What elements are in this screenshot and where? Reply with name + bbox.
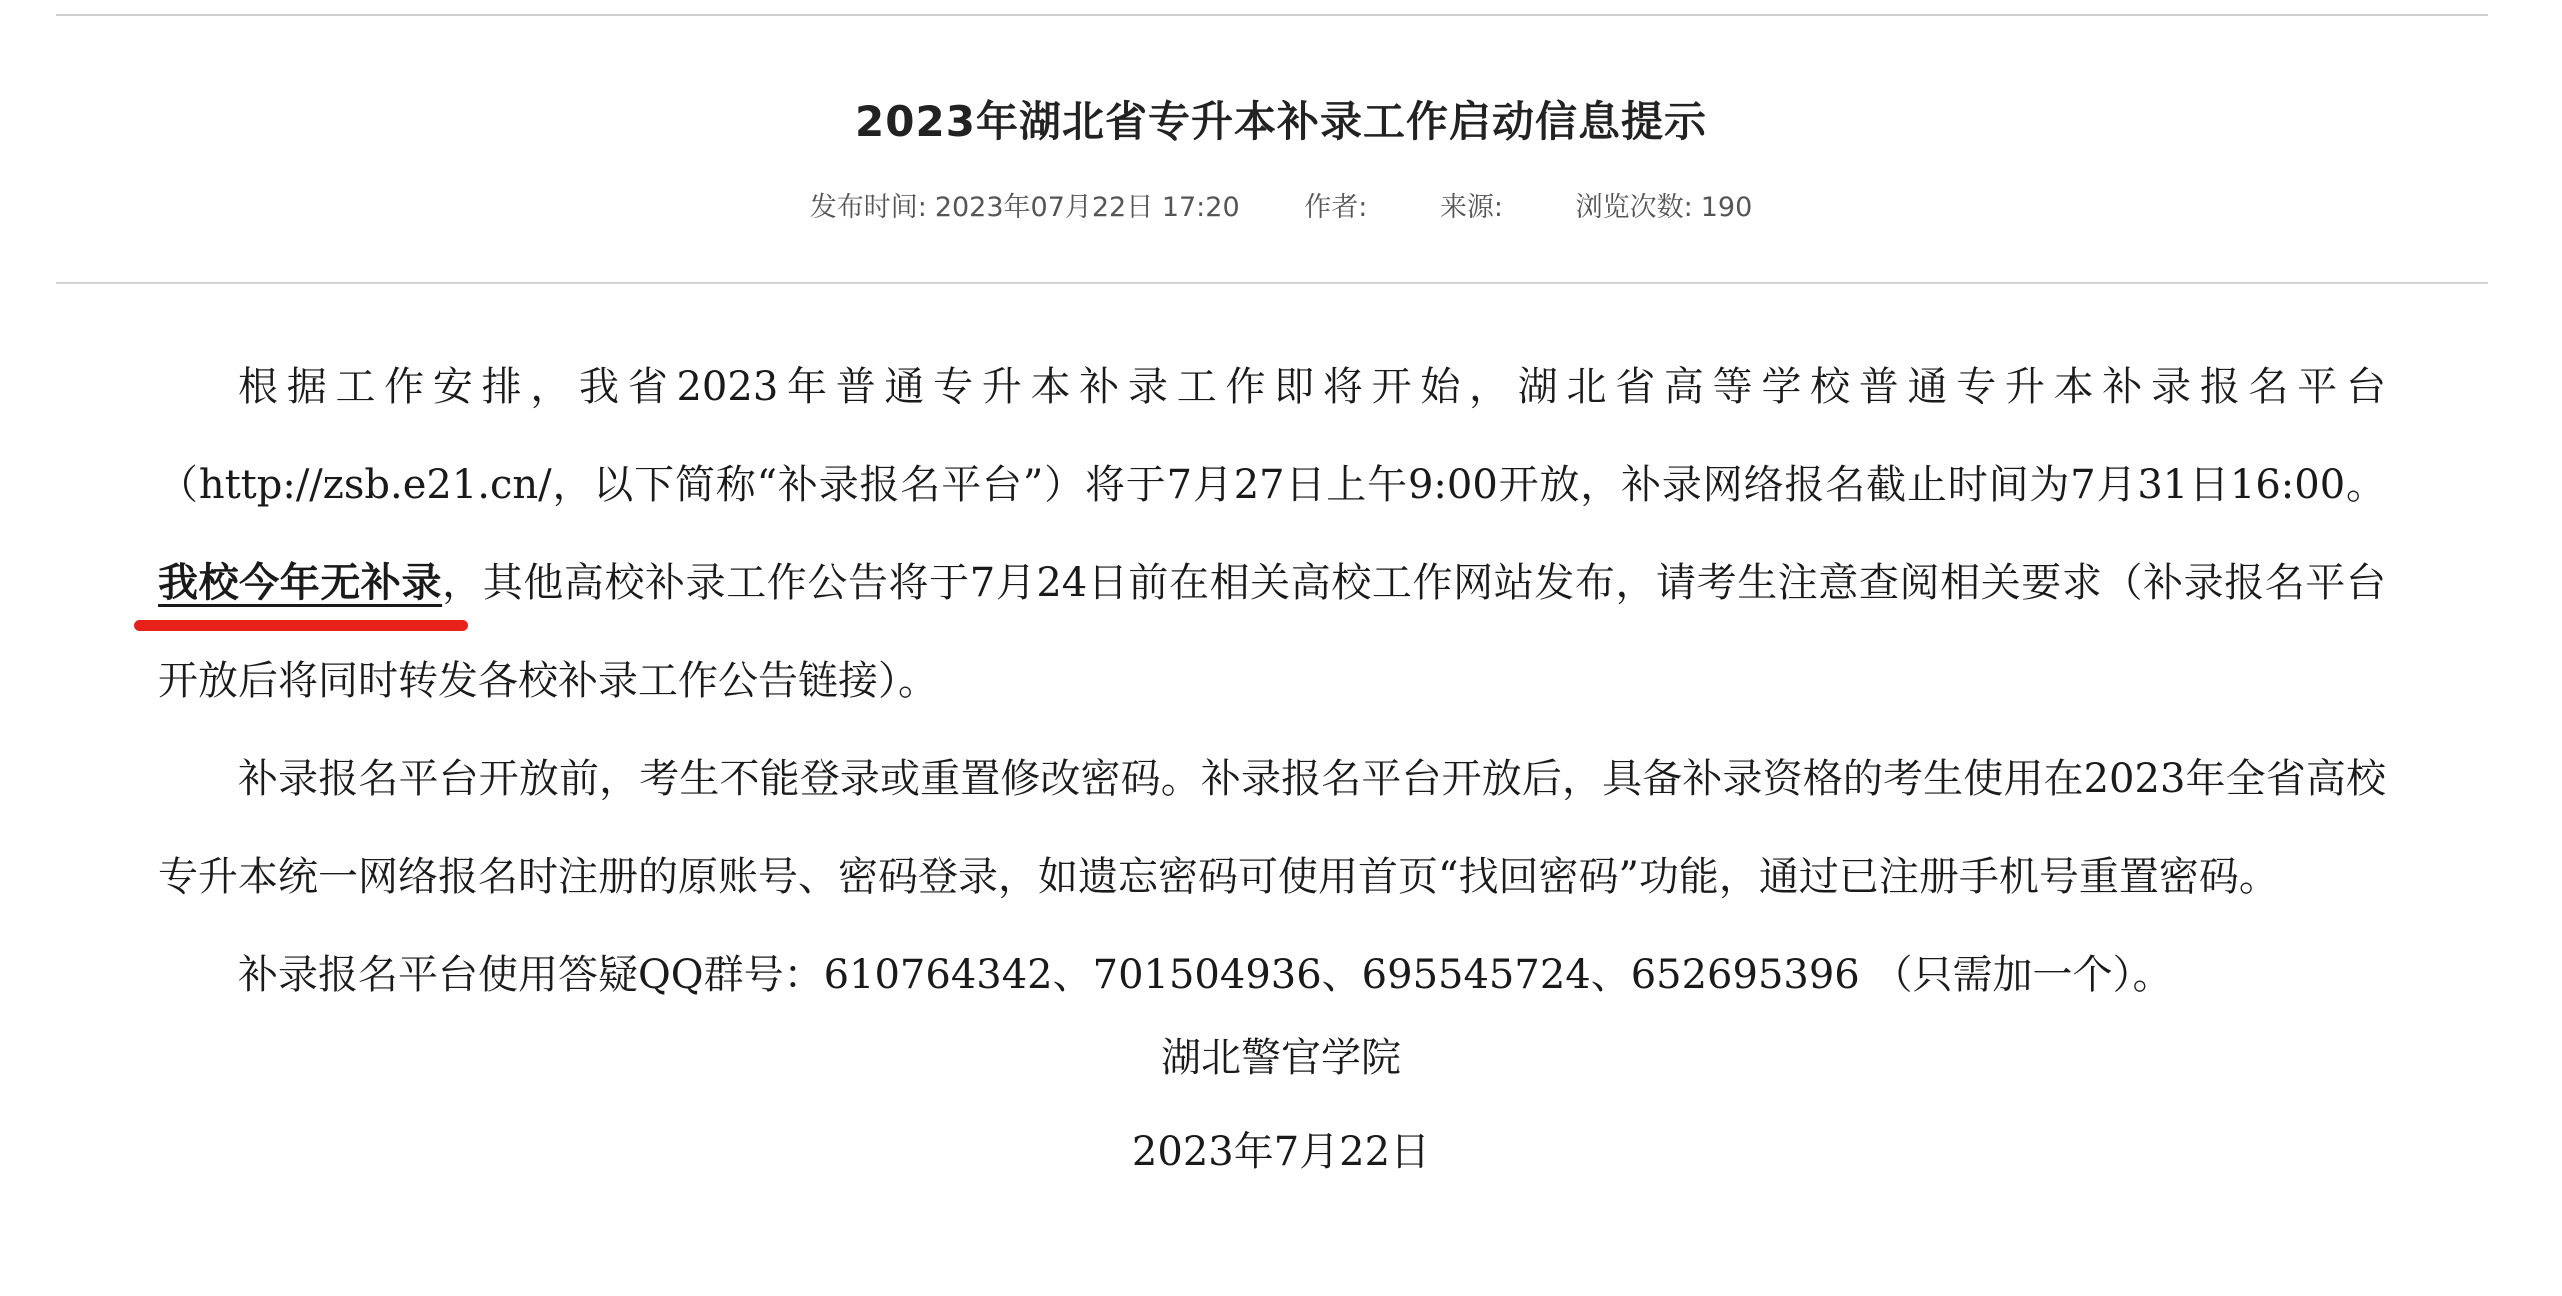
view-count-label: 浏览次数: [1575,192,1693,223]
article-title: 2023年湖北省专升本补录工作启动信息提示 [855,97,1707,147]
header-divider [56,282,2488,284]
article-body [158,338,2386,1024]
top-divider [56,14,2488,16]
publish-time [810,190,1240,226]
view-count-value: 190 [1700,192,1753,223]
paragraph-3: 补录报名平台使用答疑QQ群号：610764342、701504936、695545724、652695396 （只需加一个）。 [238,952,2173,998]
paragraph-1-text-after: ，其他高校补录工作公告将于7月24日前在相关高校工作网站发布，请考生注意查阅相关要求（补录报名平台开放后将同时转发各校补录工作公告链接）。 [158,560,2386,704]
author [1304,190,1375,226]
paragraph-2: 补录报名平台开放前，考生不能登录或重置修改密码。补录报名平台开放后，具备补录资格的考生使用在2023年全省高校专升本统一网络报名时注册的原账号、密码登录，如遗忘密码可使用首页“找回密码”功能，通过已注册手机号重置密码。 [158,756,2386,900]
paragraph-1-text-before: 根据工作安排，我省2023年普通专升本补录工作即将开始，湖北省高等学校普通专升本补录报名平台（http://zsb.e21.cn/，以下简称“补录报名平台”）将于7月27日上午9:00开放，补录网络报名截止时间为7月31日16:00。 [158,364,2386,508]
paragraph-1 [158,338,2386,730]
signature-date: 2023年7月22日 [1131,1129,1431,1175]
publish-time-label: 发布时间: [809,192,927,223]
signature-org: 湖北警官学院 [1161,1035,1401,1081]
source-label: 来源: [1439,192,1504,223]
highlighted-notice: 我校今年无补录 [158,559,443,606]
view-count [1576,190,1753,226]
top-nav-fragment [2162,0,2522,6]
source [1440,190,1511,226]
publish-time-value: 2023年07月22日 17:20 [934,192,1240,223]
red-underline-mark [134,620,468,631]
author-label: 作者: [1304,192,1368,223]
article-meta [0,190,2562,226]
